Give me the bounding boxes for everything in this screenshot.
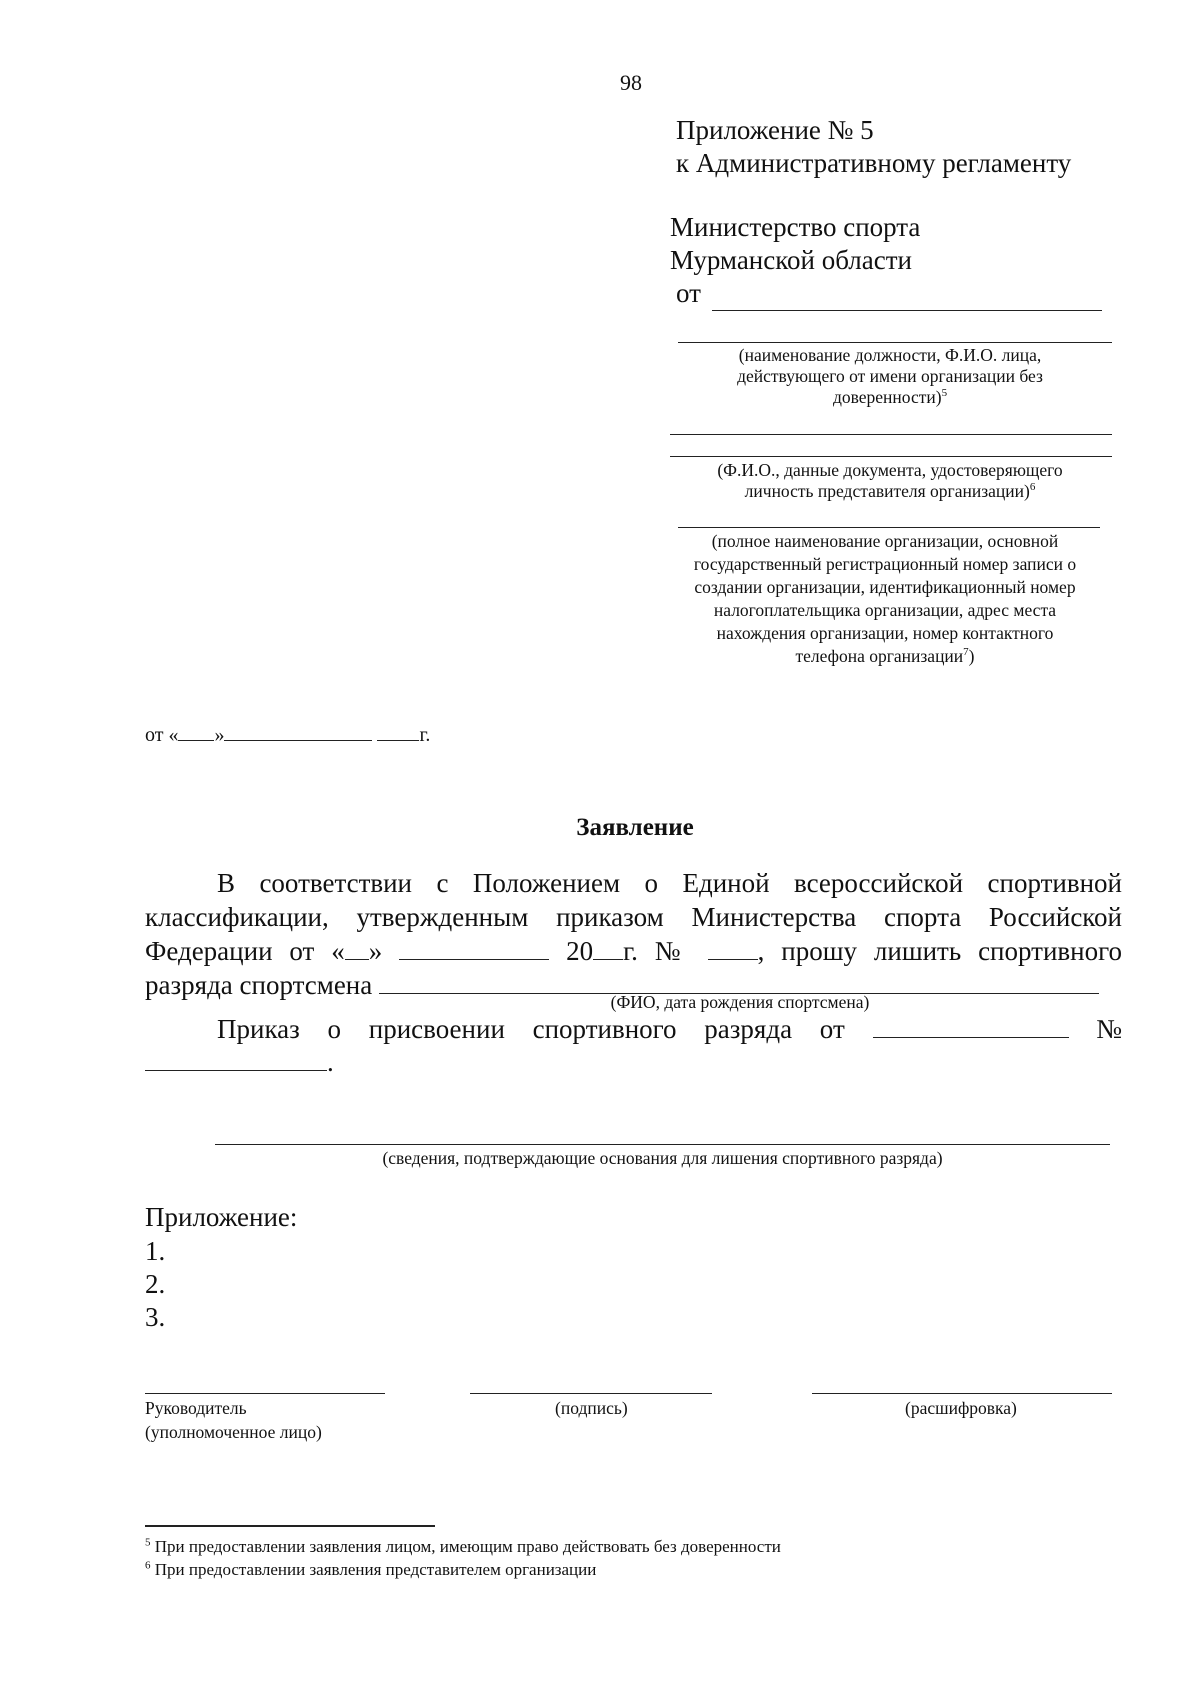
from-label: от [676,278,701,308]
decode-line [812,1393,1112,1394]
athlete-fio-blank [379,971,1099,994]
head-label: Руководитель [145,1398,247,1418]
hint-representative: (Ф.И.О., данные документа, удостоверяющего личность представителя организации)$^6$ [717,460,1063,501]
position-fio-line [678,342,1112,343]
grounds-line [215,1144,1110,1145]
ministry-line-1: Министерство спорта [670,212,921,242]
assignment-number-blank [145,1048,327,1071]
signature-line [470,1393,712,1394]
order-number-blank [708,937,758,960]
order-month-blank [399,937,549,960]
representative-line-2 [670,456,1112,457]
head-signature-line [145,1393,385,1394]
from-blank-line [712,310,1102,311]
footnote-5: $^5$ При предоставлении заявления лицом, имеющим право действовать без доверенности [145,1536,781,1556]
assignment-date-blank [873,1015,1069,1038]
hint-organization: (полное наименование организации, основной государственный регистрационный номер записи о создании организации, идентификационный номер налогоплательщика организации, адрес места нахождения организации, номер контактного телефона организации$^7$) [693,531,1077,666]
attachments-title: Приложение: [145,1202,298,1232]
order-day-blank [345,937,369,960]
date-line: от « » г. [145,724,431,746]
statement-paragraph: В соответствии с Положением о Единой всероссийской спортивной классификации, утвержденным приказом Министерства спорта Российской Федерации от « » 20 г. № , прошу лишить спортивного разряда спортсмена [145,868,1122,1000]
page-number: 98 [620,70,642,95]
athlete-fio-hint: (ФИО, дата рождения спортсмена) [610,992,870,1012]
decode-label: (расшифровка) [905,1398,1017,1418]
grounds-hint: (сведения, подтверждающие основания для лишения спортивного разряда) [382,1148,943,1168]
date-month-blank [224,724,372,741]
appendix-reference: к Административному регламенту [676,148,1072,178]
signature-label: (подпись) [555,1398,628,1418]
hint-position-fio: (наименование должности, Ф.И.О. лица, действующего от имени организации без доверенности)$^5$ [737,345,1043,407]
order-assignment-line: Приказ о присвоении спортивного разряда от № [217,1014,1123,1044]
footnote-6: $^6$ При предоставлении заявления представителем организации [145,1559,597,1579]
attachment-item: 1. [145,1236,166,1266]
head-sublabel: (уполномоченное лицо) [145,1422,322,1442]
date-year-blank [377,724,419,741]
ministry-line-2: Мурманской области [670,245,912,275]
statement-title: Заявление [576,814,694,841]
date-day-blank [178,724,214,741]
order-year-blank [593,937,623,960]
representative-line-1 [670,434,1112,435]
attachment-item: 3. [145,1302,166,1332]
organization-line [678,527,1100,528]
appendix-title: Приложение № 5 [676,115,874,145]
footnote-separator [145,1525,435,1527]
attachment-item: 2. [145,1269,166,1299]
